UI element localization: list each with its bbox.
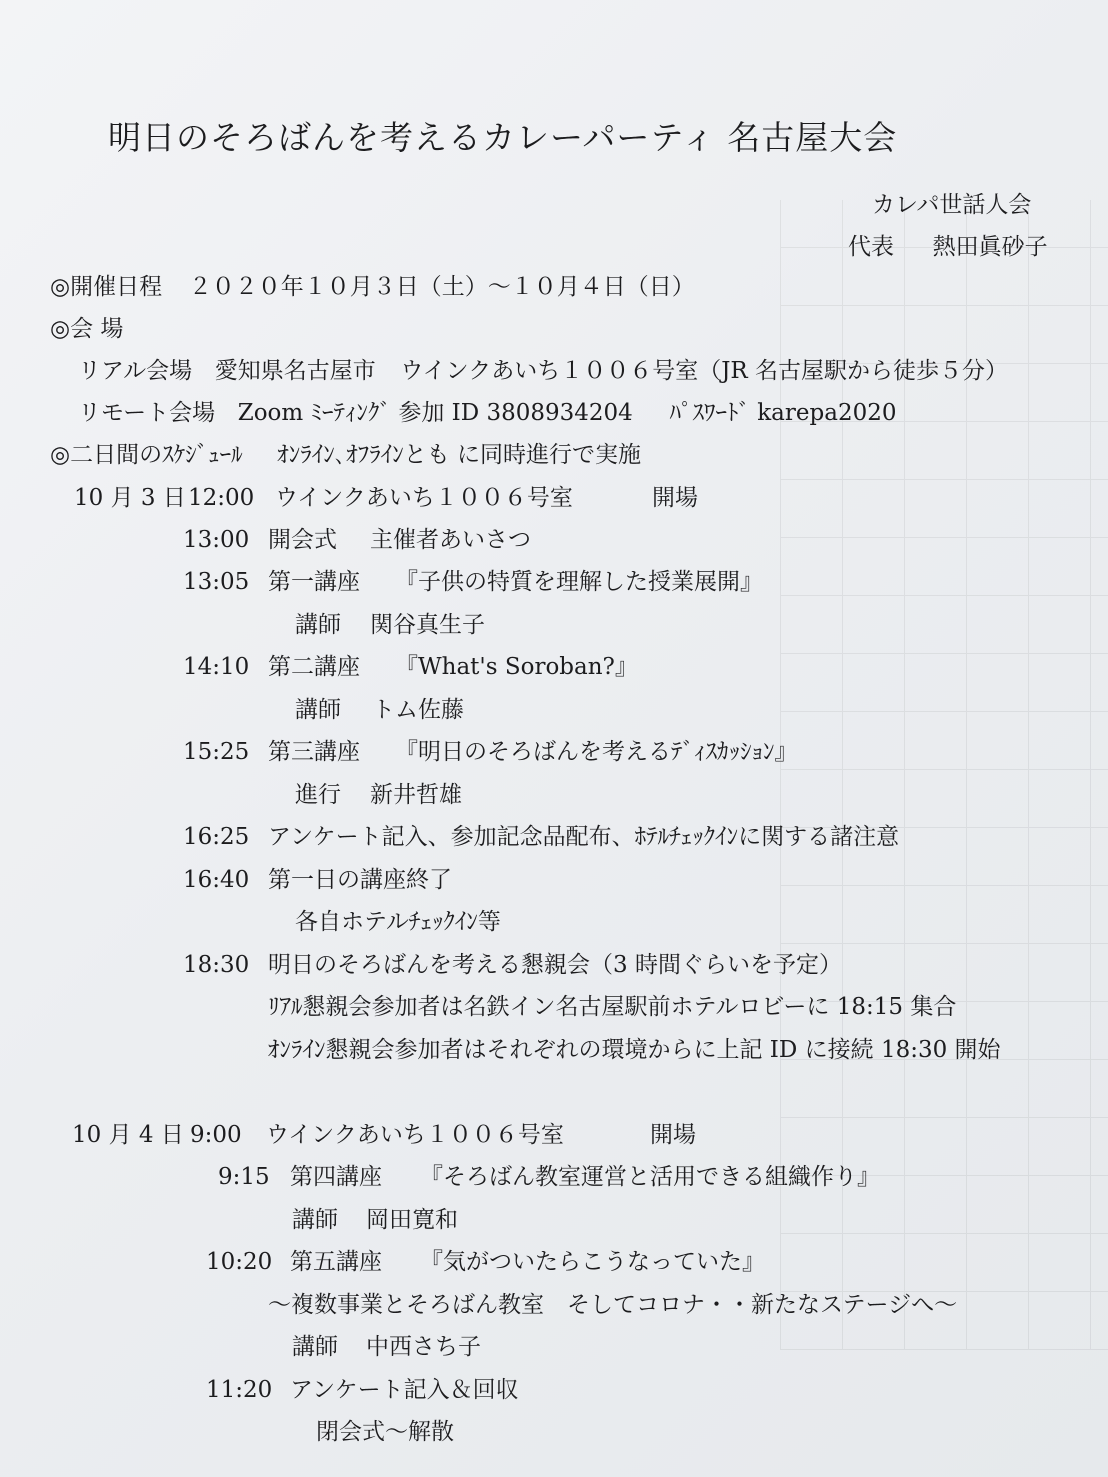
day1-open: 開場 — [652, 485, 698, 511]
schedule-label: ◎二日間のｽｹｼﾞｭｰﾙ — [50, 442, 243, 468]
day2-e2-sub: ～複数事業とそろばん教室 そしてコロナ・・新たなステージへ～ — [268, 1292, 958, 1318]
day2-e2-person: 中西さち子 — [366, 1334, 481, 1360]
day1-e5-time: 16:25 — [183, 824, 250, 850]
day2-e1-role: 講師 — [292, 1207, 338, 1233]
day1-e2-title: 第一講座 — [268, 569, 360, 595]
day2-e1-person: 岡田寛和 — [366, 1207, 458, 1233]
representative-name: 熱田眞砂子 — [932, 234, 1048, 260]
day1-e1-time: 13:00 — [183, 527, 250, 553]
day2-e2-desc: 『気がついたらこうなっていた』 — [420, 1249, 765, 1275]
day1-e4-title: 第三講座 — [268, 739, 360, 765]
day1-e7-note2: ｵﾝﾗｲﾝ懇親会参加者はそれぞれの環境からに上記 ID に接続 18:30 開始 — [268, 1037, 1001, 1063]
day1-e2-role: 講師 — [295, 612, 341, 638]
day1-e2-desc: 『子供の特質を理解した授業展開』 — [395, 569, 763, 595]
schedule-heading — [50, 440, 641, 470]
day1-e4-desc: 『明日のそろばんを考えるﾃﾞｨｽｶｯｼｮﾝ』 — [395, 739, 798, 765]
organizer: カレパ世話人会 — [872, 192, 1032, 218]
day1-e4-person: 新井哲雄 — [370, 782, 462, 808]
day2-e3-desc: アンケート記入＆回収 — [290, 1377, 519, 1403]
day1-e7-desc: 明日のそろばんを考える懇親会（3 時間ぐらいを予定） — [268, 952, 842, 978]
day1-e3-role: 講師 — [295, 697, 341, 723]
day1-e5-desc: アンケート記入、参加記念品配布、ﾎﾃﾙﾁｪｯｸｲﾝに関する諸注意 — [268, 824, 900, 850]
day2-e3-time: 11:20 — [206, 1377, 273, 1403]
day1-e1-title: 開会式 — [268, 527, 337, 553]
remote-venue — [78, 398, 896, 428]
day1-e6-desc: 第一日の講座終了 — [268, 867, 452, 893]
real-venue-label: リアル会場 — [78, 358, 193, 384]
real-venue — [78, 356, 1008, 386]
day2-time: 9:00 — [190, 1122, 242, 1148]
schedule-note: ｵﾝﾗｲﾝ､ｵﾌﾗｲﾝとも に同時進行で実施 — [277, 442, 642, 468]
day1-e3-person: トム佐藤 — [372, 697, 464, 723]
day2-e1-time: 9:15 — [218, 1164, 270, 1190]
day1-e6-note: 各自ホテルﾁｪｯｸｲﾝ等 — [295, 909, 501, 935]
remote-venue-label: リモート会場 — [78, 400, 216, 426]
real-venue-city: 愛知県名古屋市 — [214, 358, 376, 384]
day2-e2-role: 講師 — [292, 1334, 338, 1360]
day1-e2-person: 関谷真生子 — [370, 612, 485, 638]
day1-e7-time: 18:30 — [183, 952, 250, 978]
day2-e1-desc: 『そろばん教室運営と活用できる組織作り』 — [420, 1164, 880, 1190]
day2-date: 10 月 4 日 — [72, 1122, 184, 1148]
day1-e6-time: 16:40 — [183, 867, 250, 893]
remote-password: ﾊﾟｽﾜｰﾄﾞ karepa2020 — [669, 400, 897, 426]
dates-value: ２０２０年１０月３日（土）～１０月４日（日） — [188, 274, 695, 300]
representative — [848, 232, 1048, 262]
document-title: 明日のそろばんを考えるカレーパーティ 名古屋大会 — [108, 118, 898, 157]
real-venue-room: ウインクあいち１００６号室（JR 名古屋駅から徒歩５分） — [400, 358, 1009, 384]
day1-e4-time: 15:25 — [183, 739, 250, 765]
day1-e3-time: 14:10 — [183, 654, 250, 680]
day2-room: ウインクあいち１００６号室 — [266, 1122, 564, 1148]
venue-label: ◎会 場 — [50, 316, 124, 342]
day1-e3-desc: 『What's Soroban?』 — [395, 654, 638, 680]
day1-date: 10 月 3 日 — [74, 485, 186, 511]
day2-e2-time: 10:20 — [206, 1249, 273, 1275]
dates-label: ◎開催日程 — [50, 274, 163, 300]
day2-e1-title: 第四講座 — [290, 1164, 382, 1190]
day1-e4-role: 進行 — [295, 782, 341, 808]
remote-meeting-id: Zoom ﾐｰﾃｨﾝｸﾞ 参加 ID 3808934204 — [237, 400, 633, 426]
day1-time: 12:00 — [188, 485, 255, 511]
day1-room: ウインクあいち１００６号室 — [275, 485, 573, 511]
day1-e1-desc: 主催者あいさつ — [370, 527, 531, 553]
day1-e3-title: 第二講座 — [268, 654, 360, 680]
day1-e2-time: 13:05 — [183, 569, 250, 595]
day2-open: 開場 — [650, 1122, 696, 1148]
day1-e7-note1: ﾘｱﾙ懇親会参加者は名鉄イン名古屋駅前ホテルロビーに 18:15 集合 — [268, 994, 957, 1020]
day2-e3-note: 閉会式～解散 — [316, 1419, 454, 1445]
event-dates — [50, 272, 695, 302]
day2-e2-title: 第五講座 — [290, 1249, 382, 1275]
representative-label: 代表 — [848, 234, 894, 260]
